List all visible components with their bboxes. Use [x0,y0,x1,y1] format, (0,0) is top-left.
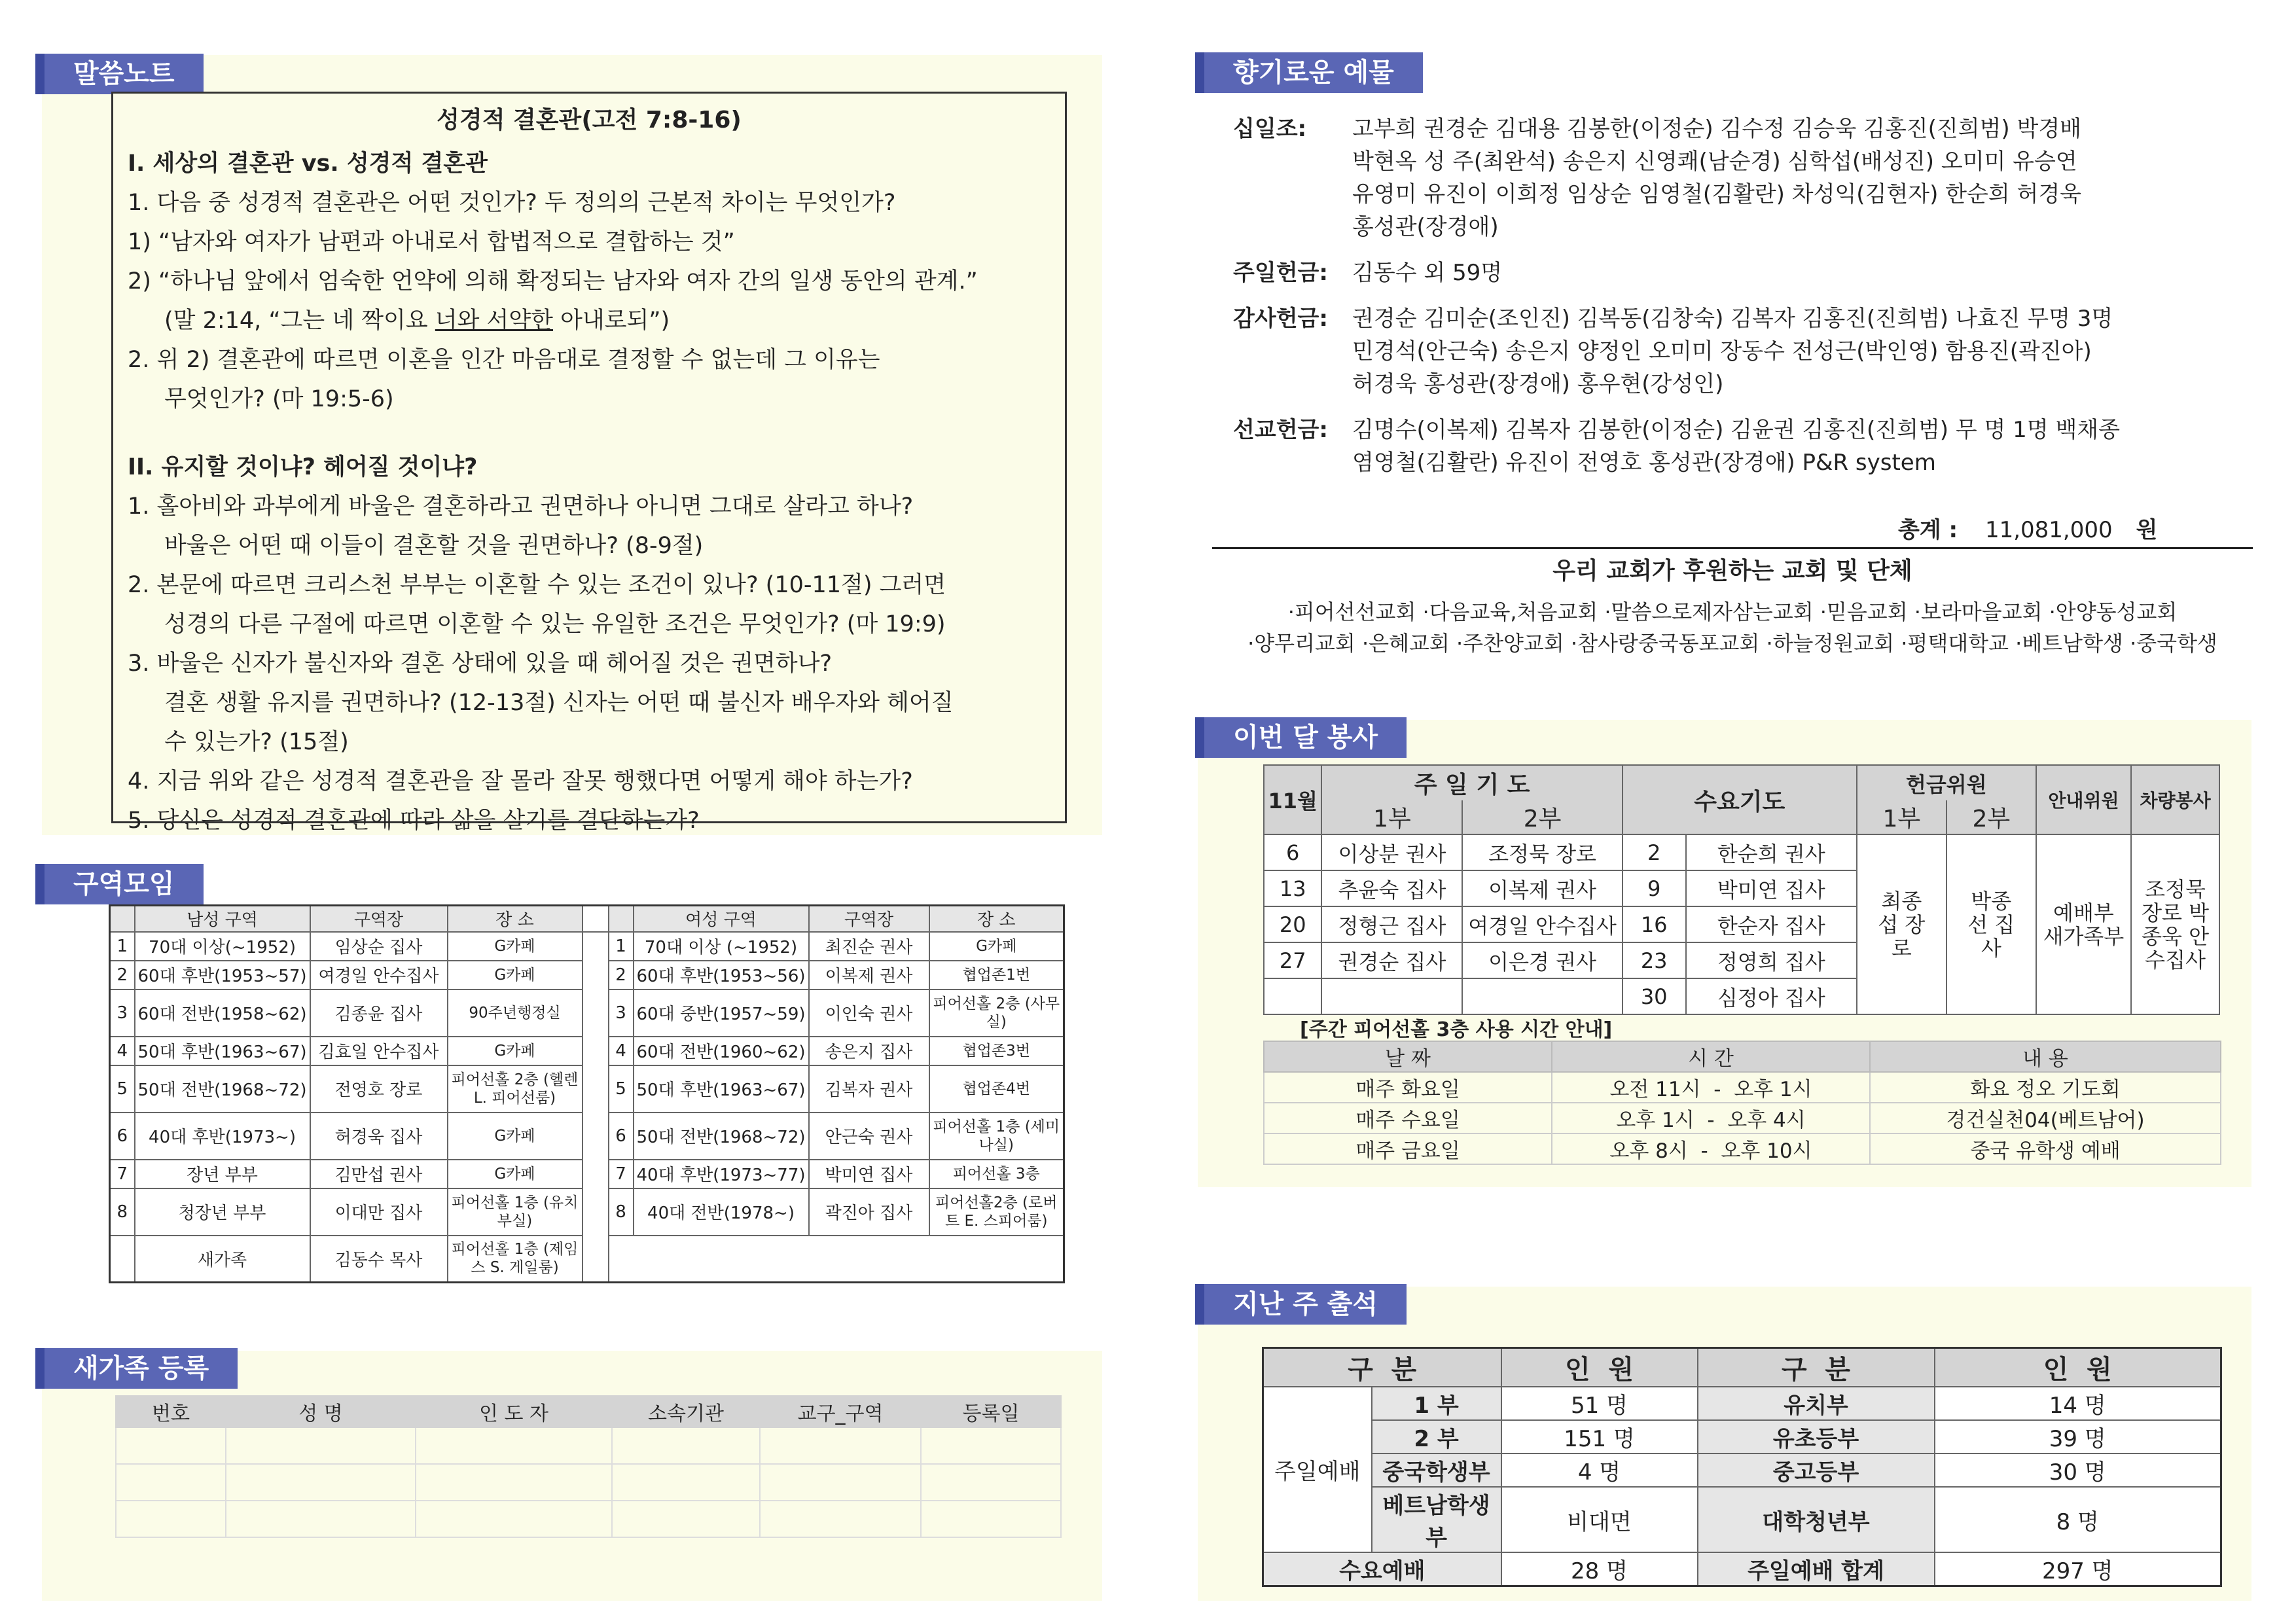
district-female-place: 협업존1번 [929,961,1064,990]
att-cat2: 유초등부 [1698,1420,1935,1454]
district-table [109,904,1065,1283]
district-female-no: 7 [609,1160,634,1188]
district-row [110,1113,1064,1160]
oc2-value: 박종선 집사 [1946,834,2036,1014]
room-time: 오후 1시 - 오후 4시 [1552,1103,1870,1133]
newfamily-hdr-district: 교구_구역 [760,1396,921,1427]
district-spacer [583,961,609,990]
sunday-part1-hdr: 1부 [1321,800,1462,834]
district-male-leader: 임상순 집사 [310,932,448,961]
district-male-no: 6 [110,1113,135,1160]
district-female-place: 피어선홀 3층 [929,1160,1064,1188]
sermon-note-box [111,92,1067,834]
att-count: 151 명 [1501,1420,1698,1454]
offering-committee-hdr: 헌금위원 [1857,765,2036,800]
att-row [1263,1420,2221,1454]
s2-question-5: 5. 당신은 성경적 결혼관에 따라 삶을 살기를 결단하는가? [128,808,700,834]
newfamily-row [116,1464,1061,1501]
room-hdr-day: 날 짜 [1264,1041,1552,1072]
total-label: 총계 : [1898,517,1958,543]
newfamily-table [115,1395,1062,1538]
district-female-leader: 김복자 권사 [809,1065,929,1113]
district-spacer [583,1065,609,1113]
sermon-title: 성경적 결혼관(고전 7:8-16) [437,107,742,134]
district-row [110,961,1064,990]
offering-divider [1212,547,2253,549]
offering-total [1898,512,2157,544]
room-day: 매주 금요일 [1264,1133,1552,1164]
offering-tab: 향기로운 예물 [1195,52,1423,93]
district-spacer [583,1160,609,1188]
sunday-part2-hdr: 2부 [1462,800,1622,834]
district-tab: 구역모임 [35,864,204,904]
total-value: 11,081,000 [1984,517,2113,543]
service-part2-name: 이은경 권사 [1462,942,1622,978]
room-row [1264,1133,2221,1164]
district-female-no: 1 [609,932,634,961]
s1-question-1-option-b-ref: (말 2:14, “그는 네 짝이요 너와 서약한 아내로되”) [164,308,670,334]
service-wed-date: 16 [1623,906,1686,942]
district-male-hdr-group: 남성 구역 [135,906,310,932]
district-male-no: 5 [110,1065,135,1113]
district-male-leader: 이대만 집사 [310,1188,448,1236]
room-row [1264,1103,2221,1133]
service-wed-name: 정영희 집사 [1686,942,1857,978]
service-part1-name [1321,978,1462,1014]
district-male-group: 60대 후반(1953~57) [135,961,310,990]
service-part1-name: 권경순 집사 [1321,942,1462,978]
tithe-names: 고부희 권경순 김대용 김봉한(이정순) 김수정 김승욱 김홍진(진희범) 박경배 박현옥 성 주(최완석) 송은지 신영쾌(남순경) 심학섭(배성진) 오미미 유승연 유영미 유진이 이희정 임상순 임영철(김활란) 차성익(김현자) 한순희 허경욱 홍성관(장경애) [1352,116,2082,240]
s2-question-2-cont: 성경의 다른 구절에 따르면 이혼할 수 있는 유일한 조건은 무엇인가? (마 19:9) [164,611,946,637]
att-sub: 1 부 [1372,1387,1501,1420]
service-part2-name: 조정묵 장로 [1462,834,1622,870]
district-male-group: 50대 전반(1968~72) [135,1065,310,1113]
district-male-group: 새가족 [135,1236,310,1283]
service-date: 20 [1264,906,1321,942]
support-line-2: ·양무리교회 ·은혜교회 ·주찬양교회 ·참사랑중국동포교회 ·하늘정원교회 ·평택대학교 ·베트남학생 ·중국학생 [1247,631,2217,656]
room-hdr-time: 시 간 [1552,1041,1870,1072]
newfamily-tab: 새가족 등록 [35,1348,238,1389]
district-female-no [609,1236,634,1283]
att-cat2: 중고등부 [1698,1454,1935,1487]
district-male-no: 7 [110,1160,135,1188]
district-male-group: 60대 전반(1958~62) [135,990,310,1037]
att-hdr-count-2: 인 원 [1935,1348,2221,1387]
district-male-hdr-place: 장 소 [448,906,583,932]
room-time: 오후 8시 - 오후 10시 [1552,1133,1870,1164]
newfamily-hdr-guide: 인 도 자 [416,1396,612,1427]
district-male-no: 3 [110,990,135,1037]
service-table [1263,764,2220,1015]
district-male-hdr-no [110,906,135,932]
district-female-no: 4 [609,1037,634,1065]
service-date: 27 [1264,942,1321,978]
district-male-place: G카페 [448,1160,583,1188]
district-male-group: 청장년 부부 [135,1188,310,1236]
att-count: 비대면 [1501,1487,1698,1552]
att-wed-label: 수요예배 [1263,1552,1501,1586]
sunday-prayer-hdr: 주 일 기 도 [1321,765,1622,800]
district-female-leader: 박미연 집사 [809,1160,929,1188]
district-female-group: 70대 이상 (~1952) [634,932,809,961]
att-row [1263,1454,2221,1487]
district-female-place: 피어선홀 2층 (사무실) [929,990,1064,1037]
district-male-group: 70대 이상(~1952) [135,932,310,961]
usher-value: 예배부 새가족부 [2036,834,2131,1014]
section2-heading: II. 유지할 것이냐? 헤어질 것이냐? [128,454,478,480]
district-female-leader [809,1236,929,1283]
room-day: 매주 수요일 [1264,1103,1552,1133]
support-title: 우리 교회가 후원하는 교회 및 단체 [1552,558,1912,584]
district-male-place: 90주년행정실 [448,990,583,1037]
district-female-group: 40대 전반(1978~) [634,1188,809,1236]
district-row [110,1188,1064,1236]
district-male-leader: 전영호 장로 [310,1065,448,1113]
oc-part1-hdr: 1부 [1857,800,1946,834]
room-use-title: [주간 피어선홀 3층 사용 시간 안내] [1300,1018,1613,1041]
district-female-hdr-leader: 구역장 [809,906,929,932]
offering-sunday [1204,257,2251,289]
district-male-group: 장년 부부 [135,1160,310,1188]
newfamily-hdr-number: 번호 [116,1396,226,1427]
att-cat2: 대학청년부 [1698,1487,1935,1552]
att-total-label: 주일예배 합계 [1698,1552,1935,1586]
district-female-hdr-group: 여성 구역 [634,906,809,932]
district-male-place: 피어선홀 2층 (헬렌 L. 피어선룸) [448,1065,583,1113]
att-total-count: 297 명 [1935,1552,2221,1586]
att-count2: 8 명 [1935,1487,2221,1552]
vehicle-hdr: 차량봉사 [2131,765,2219,834]
offering-mission [1204,414,2251,479]
att-sub: 베트남학생부 [1372,1487,1501,1552]
district-row [110,1037,1064,1065]
attendance-tab: 지난 주 출석 [1195,1284,1407,1325]
district-female-hdr-place: 장 소 [929,906,1064,932]
district-female-group [634,1236,809,1283]
att-sunday-worship: 주일예배 [1263,1387,1372,1552]
district-row [110,990,1064,1037]
s1-question-1-option-a: 1) “남자와 여자가 남편과 아내로서 합법적으로 결합하는 것” [128,229,735,255]
district-female-leader: 송은지 집사 [809,1037,929,1065]
s2-question-3-cont1: 결혼 생활 유지를 권면하나? (12-13절) 신자는 어떤 때 불신자 배우자와 헤어질 [164,690,954,716]
district-female-leader: 이복제 권사 [809,961,929,990]
district-female-place: 피어선홀 1층 (세미나실) [929,1113,1064,1160]
service-wed-date: 2 [1623,834,1686,870]
district-male-leader: 김만섭 권사 [310,1160,448,1188]
district-male-leader: 김동수 목사 [310,1236,448,1283]
room-content: 경건실천04(베트남어) [1870,1103,2221,1133]
newfamily-row [116,1427,1061,1464]
service-wed-name: 심정아 집사 [1686,978,1857,1014]
room-use-table [1263,1041,2221,1165]
service-part1-name: 정형근 집사 [1321,906,1462,942]
district-male-leader: 허경욱 집사 [310,1113,448,1160]
thanks-offering-label: 감사헌금: [1233,306,1328,332]
district-row [110,932,1064,961]
district-spacer [583,1113,609,1160]
district-male-no [110,1236,135,1283]
room-hdr-content: 내 용 [1870,1041,2221,1072]
att-hdr-category: 구 분 [1263,1348,1501,1387]
district-spacer [583,990,609,1037]
district-female-group: 50대 전반(1968~72) [634,1113,809,1160]
district-male-no: 4 [110,1037,135,1065]
sunday-offering-names: 김동수 외 59명 [1352,260,1503,286]
support-line-1: ·피어선선교회 ·다음교육,처음교회 ·말씀으로제자삼는교회 ·믿음교회 ·보라마을교회 ·안양동성교회 [1287,599,2178,624]
newfamily-hdr-name: 성 명 [226,1396,416,1427]
att-count2: 14 명 [1935,1387,2221,1420]
mission-offering-label: 선교헌금: [1233,417,1328,443]
oc-part2-hdr: 2부 [1946,800,2036,834]
district-male-place: 피어선홀 1층 (유치부실) [448,1188,583,1236]
s1-question-2: 2. 위 2) 결혼관에 따르면 이혼을 인간 마음대로 결정할 수 없는데 그 이유는 [128,347,880,373]
district-row [110,1160,1064,1188]
s2-question-1: 1. 홀아비와 과부에게 바울은 결혼하라고 권면하나 아니면 그대로 살라고 하나? [128,493,914,520]
wed-prayer-hdr: 수요기도 [1623,765,1857,834]
district-male-hdr-leader: 구역장 [310,906,448,932]
district-male-place: G카페 [448,1113,583,1160]
district-female-group: 40대 후반(1973~77) [634,1160,809,1188]
district-male-leader: 김효일 안수집사 [310,1037,448,1065]
sermon-note-tab: 말씀노트 [35,54,204,94]
district-male-group: 40대 후반(1973~) [135,1113,310,1160]
service-date: 6 [1264,834,1321,870]
service-part2-name [1462,978,1622,1014]
district-female-no: 5 [609,1065,634,1113]
district-male-place: G카페 [448,932,583,961]
service-date [1264,978,1321,1014]
s1-question-2-cont: 무엇인가? (마 19:5-6) [164,386,394,412]
district-female-no: 6 [609,1113,634,1160]
att-sub: 중국학생부 [1372,1454,1501,1487]
service-wed-name: 한순희 권사 [1686,834,1857,870]
district-female-leader: 최진순 권사 [809,932,929,961]
service-part2-name: 이복제 권사 [1462,870,1622,906]
offering-list [1204,113,2251,492]
newfamily-hdr-org: 소속기관 [612,1396,760,1427]
district-male-no: 8 [110,1188,135,1236]
att-row [1263,1387,2221,1420]
district-spacer [583,1037,609,1065]
district-female-group: 60대 중반(1957~59) [634,990,809,1037]
service-wed-date: 30 [1623,978,1686,1014]
district-female-no: 2 [609,961,634,990]
service-date: 13 [1264,870,1321,906]
district-spacer [583,906,609,932]
room-row [1264,1072,2221,1103]
att-cat2: 유치부 [1698,1387,1935,1420]
district-spacer [583,932,609,961]
district-female-group: 60대 후반(1953~56) [634,961,809,990]
district-male-place: 피어선홀 1층 (제임스 S. 게일룸) [448,1236,583,1283]
district-female-leader: 안근숙 권사 [809,1113,929,1160]
district-spacer [583,1236,609,1283]
district-female-place: 협업존3번 [929,1037,1064,1065]
att-wed-count: 28 명 [1501,1552,1698,1586]
district-female-leader: 곽진아 집사 [809,1188,929,1236]
s2-question-3: 3. 바울은 신자가 불신자와 결혼 상태에 있을 때 헤어질 것은 권면하나? [128,651,833,677]
vehicle-value: 조정묵 장로 박종욱 안수집사 [2131,834,2219,1014]
s1-question-1-option-b: 2) “하나님 앞에서 엄숙한 언약에 의해 확정되는 남자와 여자 간의 일생 동안의 관계.” [128,268,978,294]
district-row [110,1236,1064,1283]
district-female-leader: 이인숙 권사 [809,990,929,1037]
district-male-group: 50대 후반(1963~67) [135,1037,310,1065]
district-female-place: G카페 [929,932,1064,961]
offering-tithe [1204,113,2251,243]
district-female-place: 피어선홀2층 (로버트 E. 스피어룸) [929,1188,1064,1236]
room-time: 오전 11시 - 오후 1시 [1552,1072,1870,1103]
room-day: 매주 화요일 [1264,1072,1552,1103]
service-part1-name: 이상분 권사 [1321,834,1462,870]
sunday-offering-label: 주일헌금: [1233,260,1328,286]
district-female-hdr-no [609,906,634,932]
offering-thanks [1204,302,2251,401]
district-male-place: G카페 [448,1037,583,1065]
newfamily-row [116,1501,1061,1537]
district-female-group: 60대 전반(1960~62) [634,1037,809,1065]
att-count: 4 명 [1501,1454,1698,1487]
service-wed-date: 23 [1623,942,1686,978]
room-content: 중국 유학생 예배 [1870,1133,2221,1164]
district-spacer [583,1188,609,1236]
att-count: 51 명 [1501,1387,1698,1420]
section1-heading: I. 세상의 결혼관 vs. 성경적 결혼관 [128,151,488,177]
mission-offering-names: 김명수(이복제) 김복자 김봉한(이정순) 김윤권 김홍진(진희범) 무 명 1명 백채종 염영철(김활란) 유진이 전영호 홍성관(장경애) P&R system [1352,417,2120,476]
service-month: 11월 [1264,765,1321,834]
att-sub: 2 부 [1372,1420,1501,1454]
usher-hdr: 안내위원 [2036,765,2131,834]
s2-question-3-cont2: 수 있는가? (15절) [164,729,349,755]
attendance-table [1262,1347,2222,1587]
newfamily-hdr-date: 등록일 [921,1396,1061,1427]
service-part2-name: 여경일 안수집사 [1462,906,1622,942]
service-row [1264,834,2219,870]
room-content: 화요 정오 기도회 [1870,1072,2221,1103]
district-female-no: 8 [609,1188,634,1236]
service-part1-name: 추윤숙 집사 [1321,870,1462,906]
att-hdr-category-2: 구 분 [1698,1348,1935,1387]
district-female-place: 협업존4번 [929,1065,1064,1113]
service-wed-name: 박미연 집사 [1686,870,1857,906]
tithe-label: 십일조: [1233,116,1307,142]
district-row [110,1065,1064,1113]
thanks-offering-names: 권경순 김미순(조인진) 김복동(김창숙) 김복자 김홍진(진희범) 나효진 무명 3명 민경석(안근숙) 송은지 양정인 오미미 장동수 전성근(박인영) 함용진(곽진아) 허경욱 홍성관(장경애) 홍우현(강성인) [1352,306,2113,397]
s2-question-2: 2. 본문에 따르면 크리스천 부부는 이혼할 수 있는 조건이 있나? (10-11절) 그러면 [128,572,946,598]
att-row [1263,1487,2221,1552]
att-count2: 39 명 [1935,1420,2221,1454]
oc1-value: 최종섭 장로 [1857,834,1946,1014]
district-male-place: G카페 [448,961,583,990]
service-tab: 이번 달 봉사 [1195,717,1407,758]
district-male-no: 2 [110,961,135,990]
s2-question-4: 4. 지금 위와 같은 성경적 결혼관을 잘 몰라 잘못 행했다면 어떻게 해야 하는가? [128,768,913,794]
s2-question-1-cont: 바울은 어떤 때 이들이 결혼할 것을 권면하나? (8-9절) [164,533,704,559]
s1-question-1: 1. 다음 중 성경적 결혼관은 어떤 것인가? 두 정의의 근본적 차이는 무엇인가? [128,190,896,216]
district-female-group: 50대 후반(1963~67) [634,1065,809,1113]
district-female-no: 3 [609,990,634,1037]
district-female-place [929,1236,1064,1283]
service-wed-name: 한순자 집사 [1686,906,1857,942]
service-wed-date: 9 [1623,870,1686,906]
att-total-row [1263,1552,2221,1586]
district-male-leader: 여경일 안수집사 [310,961,448,990]
district-male-no: 1 [110,932,135,961]
district-male-leader: 김종윤 집사 [310,990,448,1037]
total-unit: 원 [2136,517,2158,543]
att-count2: 30 명 [1935,1454,2221,1487]
att-hdr-count: 인 원 [1501,1348,1698,1387]
